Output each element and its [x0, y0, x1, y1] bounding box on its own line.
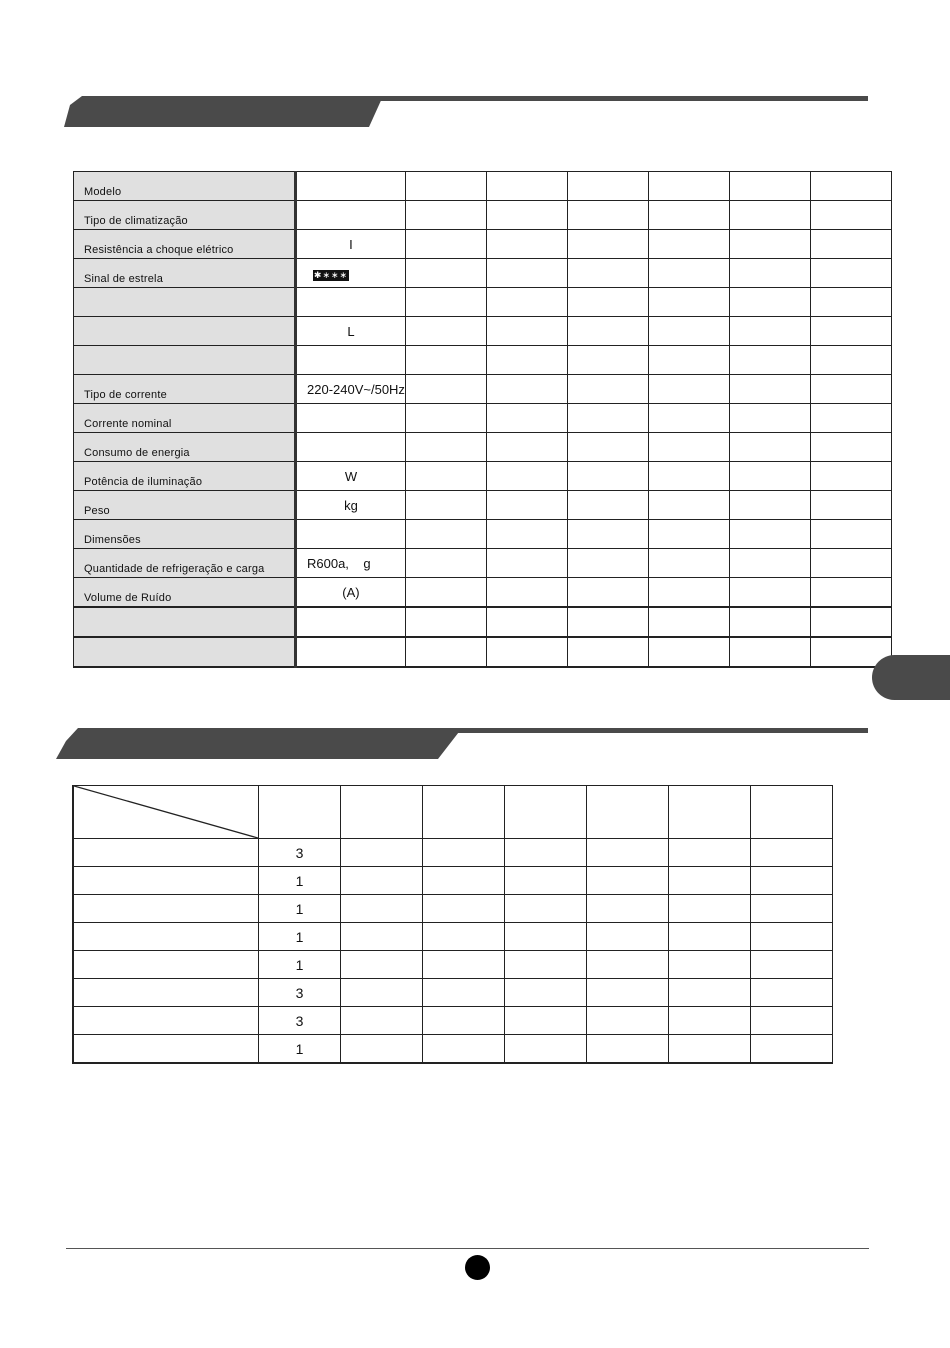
header-cell — [669, 786, 751, 839]
spec-value — [296, 578, 406, 608]
spec-cell — [405, 172, 486, 201]
spec-cell — [810, 375, 891, 404]
component-cell — [423, 1035, 505, 1064]
spec-cell — [567, 578, 648, 608]
spec-row — [74, 578, 892, 608]
component-quantity — [259, 895, 341, 923]
component-cell — [751, 979, 833, 1007]
component-row — [73, 1007, 833, 1035]
component-label — [73, 951, 259, 979]
spec-cell — [729, 317, 810, 346]
component-quantity — [259, 951, 341, 979]
header-cell — [587, 786, 669, 839]
component-cell — [505, 923, 587, 951]
component-cell — [669, 839, 751, 867]
spec-label — [74, 607, 296, 637]
spec-cell — [810, 201, 891, 230]
spec-cell — [405, 637, 486, 667]
spec-cell — [810, 549, 891, 578]
header-cell — [423, 786, 505, 839]
spec-row — [74, 201, 892, 230]
component-cell — [423, 839, 505, 867]
spec-cell — [405, 491, 486, 520]
spec-value — [296, 230, 406, 259]
component-quantity — [259, 1007, 341, 1035]
spec-row — [74, 375, 892, 404]
spec-cell — [567, 288, 648, 317]
spec-cell — [567, 404, 648, 433]
component-cell — [341, 1035, 423, 1064]
spec-row — [74, 491, 892, 520]
side-tab — [872, 655, 950, 700]
spec-value — [296, 607, 406, 637]
section-header-band-2 — [0, 727, 950, 761]
spec-row — [74, 607, 892, 637]
component-label — [73, 867, 259, 895]
spec-cell — [405, 230, 486, 259]
spec-row — [74, 317, 892, 346]
spec-row — [74, 433, 892, 462]
spec-cell — [486, 637, 567, 667]
component-label — [73, 979, 259, 1007]
spec-value-text: R600a, g — [307, 555, 371, 571]
spec-cell — [810, 607, 891, 637]
component-row — [73, 867, 833, 895]
component-cell — [341, 951, 423, 979]
spec-label: Tipo de climatização — [74, 201, 296, 230]
spec-cell — [405, 462, 486, 491]
spec-cell — [648, 172, 729, 201]
component-cell — [587, 951, 669, 979]
spec-cell — [405, 259, 486, 288]
spec-value — [296, 172, 406, 201]
spec-value — [296, 491, 406, 520]
component-row — [73, 895, 833, 923]
spec-cell — [486, 317, 567, 346]
spec-value-text: 220-240V~/50Hz — [307, 381, 405, 397]
spec-cell — [405, 520, 486, 549]
spec-cell — [405, 433, 486, 462]
spec-cell — [405, 404, 486, 433]
spec-cell — [486, 462, 567, 491]
spec-cell — [567, 462, 648, 491]
component-cell — [669, 923, 751, 951]
spec-cell — [648, 462, 729, 491]
quantity-text: 1 — [295, 928, 304, 945]
page-number-dot — [465, 1255, 490, 1280]
component-cell — [587, 895, 669, 923]
component-cell — [423, 867, 505, 895]
spec-cell — [729, 607, 810, 637]
spec-cell — [729, 404, 810, 433]
quantity-text: 1 — [295, 900, 304, 917]
spec-value — [296, 375, 406, 404]
component-cell — [423, 1007, 505, 1035]
component-row — [73, 951, 833, 979]
spec-value — [296, 462, 406, 491]
component-quantity — [259, 839, 341, 867]
spec-cell — [567, 346, 648, 375]
component-cell — [751, 895, 833, 923]
quantity-text: 3 — [295, 984, 304, 1001]
spec-cell — [567, 520, 648, 549]
spec-cell — [567, 375, 648, 404]
header-cell — [751, 786, 833, 839]
component-cell — [341, 895, 423, 923]
spec-cell — [567, 491, 648, 520]
spec-label: Tipo de corrente — [74, 375, 296, 404]
component-cell — [587, 839, 669, 867]
component-cell — [505, 979, 587, 1007]
quantity-text: 1 — [295, 872, 304, 889]
spec-cell — [810, 172, 891, 201]
quantity-text: 1 — [295, 956, 304, 973]
spec-cell — [486, 259, 567, 288]
spec-cell — [405, 578, 486, 608]
component-label — [73, 1035, 259, 1064]
spec-cell — [648, 259, 729, 288]
component-label — [73, 1007, 259, 1035]
spec-cell — [810, 288, 891, 317]
spec-cell — [567, 317, 648, 346]
spec-cell — [486, 491, 567, 520]
spec-cell — [567, 607, 648, 637]
spec-cell — [729, 433, 810, 462]
spec-label: Corrente nominal — [74, 404, 296, 433]
component-label — [73, 839, 259, 867]
component-cell — [423, 895, 505, 923]
component-cell — [587, 867, 669, 895]
spec-label: Resistência a choque elétrico — [74, 230, 296, 259]
spec-cell — [486, 549, 567, 578]
spec-label — [74, 317, 296, 346]
component-cell — [669, 951, 751, 979]
spec-cell — [648, 230, 729, 259]
spec-cell — [729, 375, 810, 404]
spec-cell — [729, 578, 810, 608]
spec-cell — [486, 230, 567, 259]
component-cell — [423, 951, 505, 979]
spec-cell — [648, 491, 729, 520]
spec-cell — [648, 549, 729, 578]
component-row — [73, 1035, 833, 1064]
spec-cell — [648, 288, 729, 317]
spec-cell — [729, 288, 810, 317]
spec-cell — [810, 433, 891, 462]
spec-row — [74, 172, 892, 201]
spec-value — [296, 259, 406, 288]
spec-value-text: I — [349, 236, 353, 252]
components-header-row — [73, 786, 833, 839]
spec-cell — [810, 462, 891, 491]
spec-cell — [405, 317, 486, 346]
component-cell — [505, 895, 587, 923]
spec-cell — [729, 172, 810, 201]
component-row — [73, 923, 833, 951]
spec-label — [74, 346, 296, 375]
spec-cell — [810, 259, 891, 288]
spec-label: Consumo de energia — [74, 433, 296, 462]
spec-row — [74, 637, 892, 667]
spec-cell — [648, 637, 729, 667]
component-cell — [341, 1007, 423, 1035]
spec-cell — [567, 201, 648, 230]
component-quantity — [259, 1035, 341, 1064]
spec-label: Sinal de estrela — [74, 259, 296, 288]
spec-row — [74, 346, 892, 375]
spec-cell — [729, 230, 810, 259]
spec-cell — [405, 549, 486, 578]
spec-value — [296, 433, 406, 462]
component-cell — [669, 895, 751, 923]
component-cell — [751, 923, 833, 951]
spec-cell — [405, 346, 486, 375]
quantity-text: 3 — [295, 844, 304, 861]
spec-cell — [648, 578, 729, 608]
spec-value-text: W — [344, 468, 358, 484]
quantity-text: 1 — [295, 1040, 304, 1057]
component-row — [73, 839, 833, 867]
spec-cell — [648, 433, 729, 462]
component-cell — [341, 867, 423, 895]
spec-label: Modelo — [74, 172, 296, 201]
spec-label: Peso — [74, 491, 296, 520]
spec-label: Volume de Ruído — [74, 578, 296, 608]
spec-cell — [810, 346, 891, 375]
spec-cell — [486, 201, 567, 230]
component-cell — [505, 1035, 587, 1064]
quantity-text: 3 — [295, 1012, 304, 1029]
spec-cell — [567, 549, 648, 578]
spec-label: Dimensões — [74, 520, 296, 549]
spec-cell — [486, 172, 567, 201]
spec-label: Potência de iluminação — [74, 462, 296, 491]
spec-value — [296, 404, 406, 433]
component-cell — [587, 1007, 669, 1035]
spec-value — [296, 549, 406, 578]
spec-cell — [567, 637, 648, 667]
spec-cell — [648, 404, 729, 433]
spec-cell — [486, 288, 567, 317]
spec-label — [74, 288, 296, 317]
spec-row — [74, 404, 892, 433]
footer-rule — [66, 1248, 869, 1249]
spec-cell — [729, 346, 810, 375]
spec-cell — [810, 317, 891, 346]
components-table — [72, 785, 833, 1064]
spec-value — [296, 346, 406, 375]
component-cell — [669, 867, 751, 895]
spec-cell — [405, 375, 486, 404]
spec-cell — [486, 433, 567, 462]
spec-cell — [648, 346, 729, 375]
spec-row — [74, 520, 892, 549]
spec-cell — [486, 578, 567, 608]
diagonal-header-cell — [73, 786, 259, 839]
spec-cell — [810, 491, 891, 520]
spec-cell — [486, 404, 567, 433]
component-cell — [751, 867, 833, 895]
spec-cell — [729, 259, 810, 288]
component-cell — [587, 979, 669, 1007]
spec-cell — [405, 288, 486, 317]
component-label — [73, 923, 259, 951]
component-cell — [751, 839, 833, 867]
component-cell — [751, 951, 833, 979]
component-cell — [341, 979, 423, 1007]
component-cell — [669, 1035, 751, 1064]
component-quantity — [259, 979, 341, 1007]
spec-cell — [405, 201, 486, 230]
component-cell — [751, 1035, 833, 1064]
spec-cell — [810, 578, 891, 608]
spec-row — [74, 230, 892, 259]
section-header-band-1 — [0, 95, 950, 129]
spec-cell — [567, 259, 648, 288]
spec-row — [74, 288, 892, 317]
component-cell — [341, 839, 423, 867]
spec-cell — [486, 520, 567, 549]
header-cell — [341, 786, 423, 839]
spec-cell — [810, 230, 891, 259]
component-cell — [423, 923, 505, 951]
spec-cell — [729, 549, 810, 578]
component-cell — [587, 923, 669, 951]
spec-cell — [567, 230, 648, 259]
component-row — [73, 979, 833, 1007]
spec-value — [296, 520, 406, 549]
spec-cell — [729, 637, 810, 667]
spec-row — [74, 549, 892, 578]
specification-table — [73, 171, 892, 668]
spec-cell — [648, 375, 729, 404]
spec-label — [74, 637, 296, 667]
spec-label: Quantidade de refrigeração e carga — [74, 549, 296, 578]
spec-cell — [729, 201, 810, 230]
component-cell — [505, 951, 587, 979]
header-cell — [259, 786, 341, 839]
spec-cell — [810, 404, 891, 433]
spec-cell — [810, 520, 891, 549]
spec-cell — [648, 317, 729, 346]
spec-cell — [648, 201, 729, 230]
spec-value — [296, 317, 406, 346]
component-label — [73, 895, 259, 923]
spec-row — [74, 259, 892, 288]
component-cell — [505, 1007, 587, 1035]
spec-cell — [486, 375, 567, 404]
component-cell — [669, 1007, 751, 1035]
component-cell — [751, 1007, 833, 1035]
spec-value — [296, 288, 406, 317]
spec-cell — [567, 172, 648, 201]
freezer-star-icon: ✱∗∗∗ — [313, 269, 349, 280]
component-cell — [669, 979, 751, 1007]
component-cell — [341, 923, 423, 951]
spec-cell — [648, 607, 729, 637]
spec-cell — [729, 491, 810, 520]
spec-cell — [486, 346, 567, 375]
spec-cell — [729, 520, 810, 549]
component-quantity — [259, 923, 341, 951]
header-cell — [505, 786, 587, 839]
spec-row — [74, 462, 892, 491]
spec-value-text: kg — [344, 497, 358, 513]
component-cell — [587, 1035, 669, 1064]
spec-cell — [486, 607, 567, 637]
component-cell — [505, 839, 587, 867]
spec-cell — [729, 462, 810, 491]
component-cell — [423, 979, 505, 1007]
component-quantity — [259, 867, 341, 895]
spec-value — [296, 201, 406, 230]
component-cell — [505, 867, 587, 895]
spec-value-text: L — [347, 323, 355, 339]
spec-value — [296, 637, 406, 667]
spec-cell — [567, 433, 648, 462]
spec-cell — [648, 520, 729, 549]
spec-value-text: (A) — [342, 584, 360, 600]
spec-cell — [405, 607, 486, 637]
